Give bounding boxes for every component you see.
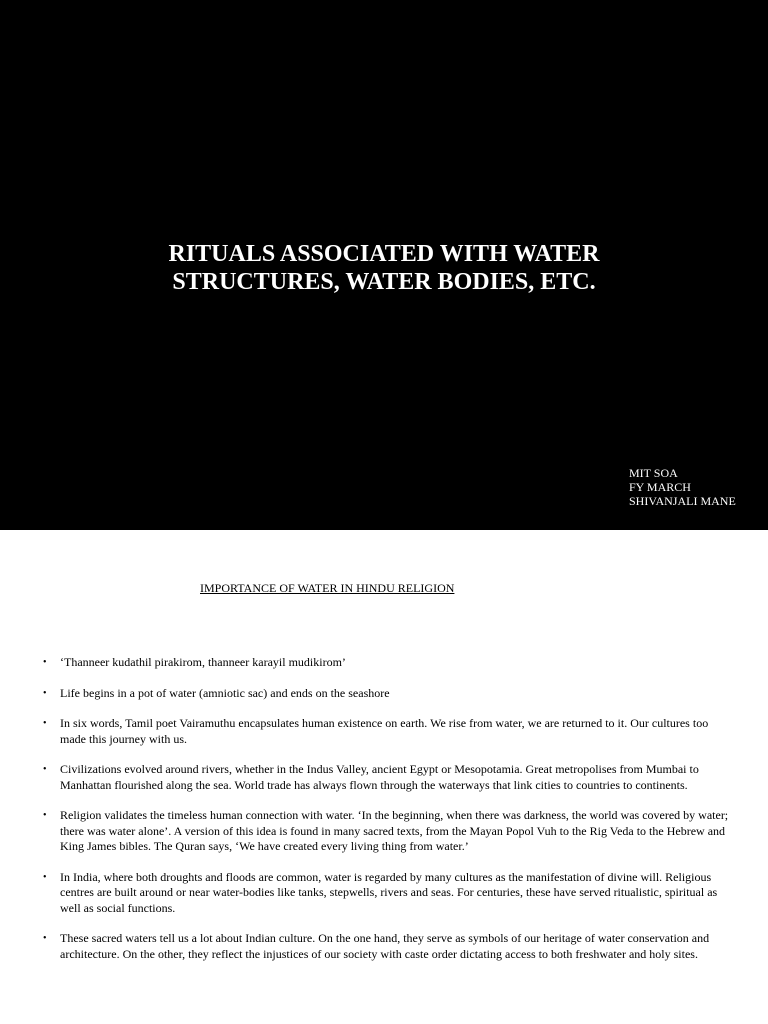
bullet-icon: • <box>43 933 47 944</box>
credit-class: FY MARCH <box>629 480 691 494</box>
bullet-list <box>0 655 768 977</box>
bullet-icon: • <box>43 687 47 699</box>
content-slide <box>0 530 768 1024</box>
bullet-text: Civilizations evolved around rivers, whether in the Indus Valley, ancient Egypt or Mesopotamia. Great metropolises from Mumbai to Manhattan flourished along the sea. World trade has always flown through the waterways that link cities to countries to continents. <box>60 762 699 792</box>
list-item <box>0 716 768 747</box>
bullet-icon: • <box>43 657 47 668</box>
bullet-icon: • <box>43 871 47 883</box>
bullet-icon: • <box>43 718 47 729</box>
credit-author: SHIVANJALI MANE <box>629 494 736 508</box>
list-item <box>0 686 768 702</box>
bullet-icon: • <box>43 764 47 775</box>
slide-title-line-1: RITUALS ASSOCIATED WITH WATER <box>168 241 600 267</box>
bullet-text: In six words, Tamil poet Vairamuthu encapsulates human existence on earth. We rise from water, we are returned to it. Our cultures too made this journey with us. <box>60 716 709 746</box>
list-item <box>0 762 768 793</box>
bullet-text: Religion validates the timeless human connection with water. ‘In the beginning, when there was darkness, the world was covered by water; there was water alone’. A version of this idea is found in many sacred texts, from the Mayan Popol Vuh to the Rig Veda to the Hebrew and King James bibles. The Quran says, ‘We have created every living thing from water.’ <box>60 808 729 853</box>
list-item <box>0 870 768 917</box>
slide-title <box>0 240 768 296</box>
bullet-text: Life begins in a pot of water (amniotic sac) and ends on the seashore <box>60 685 390 700</box>
author-credits <box>629 466 736 508</box>
list-item <box>0 808 768 855</box>
list-item <box>0 931 768 962</box>
credit-institution: MIT SOA <box>629 466 678 480</box>
bullet-text: In India, where both droughts and floods are common, water is regarded by many cultures as the manifestation of divine will. Religious centres are built around or near water-bodies like tanks, stepwells, rivers and seas. For centuries, these have served ritualistic, spiritual as well as social functions. <box>60 869 718 915</box>
slide-title-line-2: STRUCTURES, WATER BODIES, ETC. <box>172 269 596 295</box>
bullet-text: ‘Thanneer kudathil pirakirom, thanneer karayil mudikirom’ <box>60 655 346 669</box>
bullet-text: These sacred waters tell us a lot about Indian culture. On the one hand, they serve as symbols of our heritage of water conservation and architecture. On the other, they reflect the injustices of our society with caste order dictating access to both freshwater and holy sites. <box>60 931 710 961</box>
bullet-icon: • <box>43 810 47 821</box>
list-item <box>0 655 768 671</box>
section-heading: IMPORTANCE OF WATER IN HINDU RELIGION <box>200 581 455 595</box>
